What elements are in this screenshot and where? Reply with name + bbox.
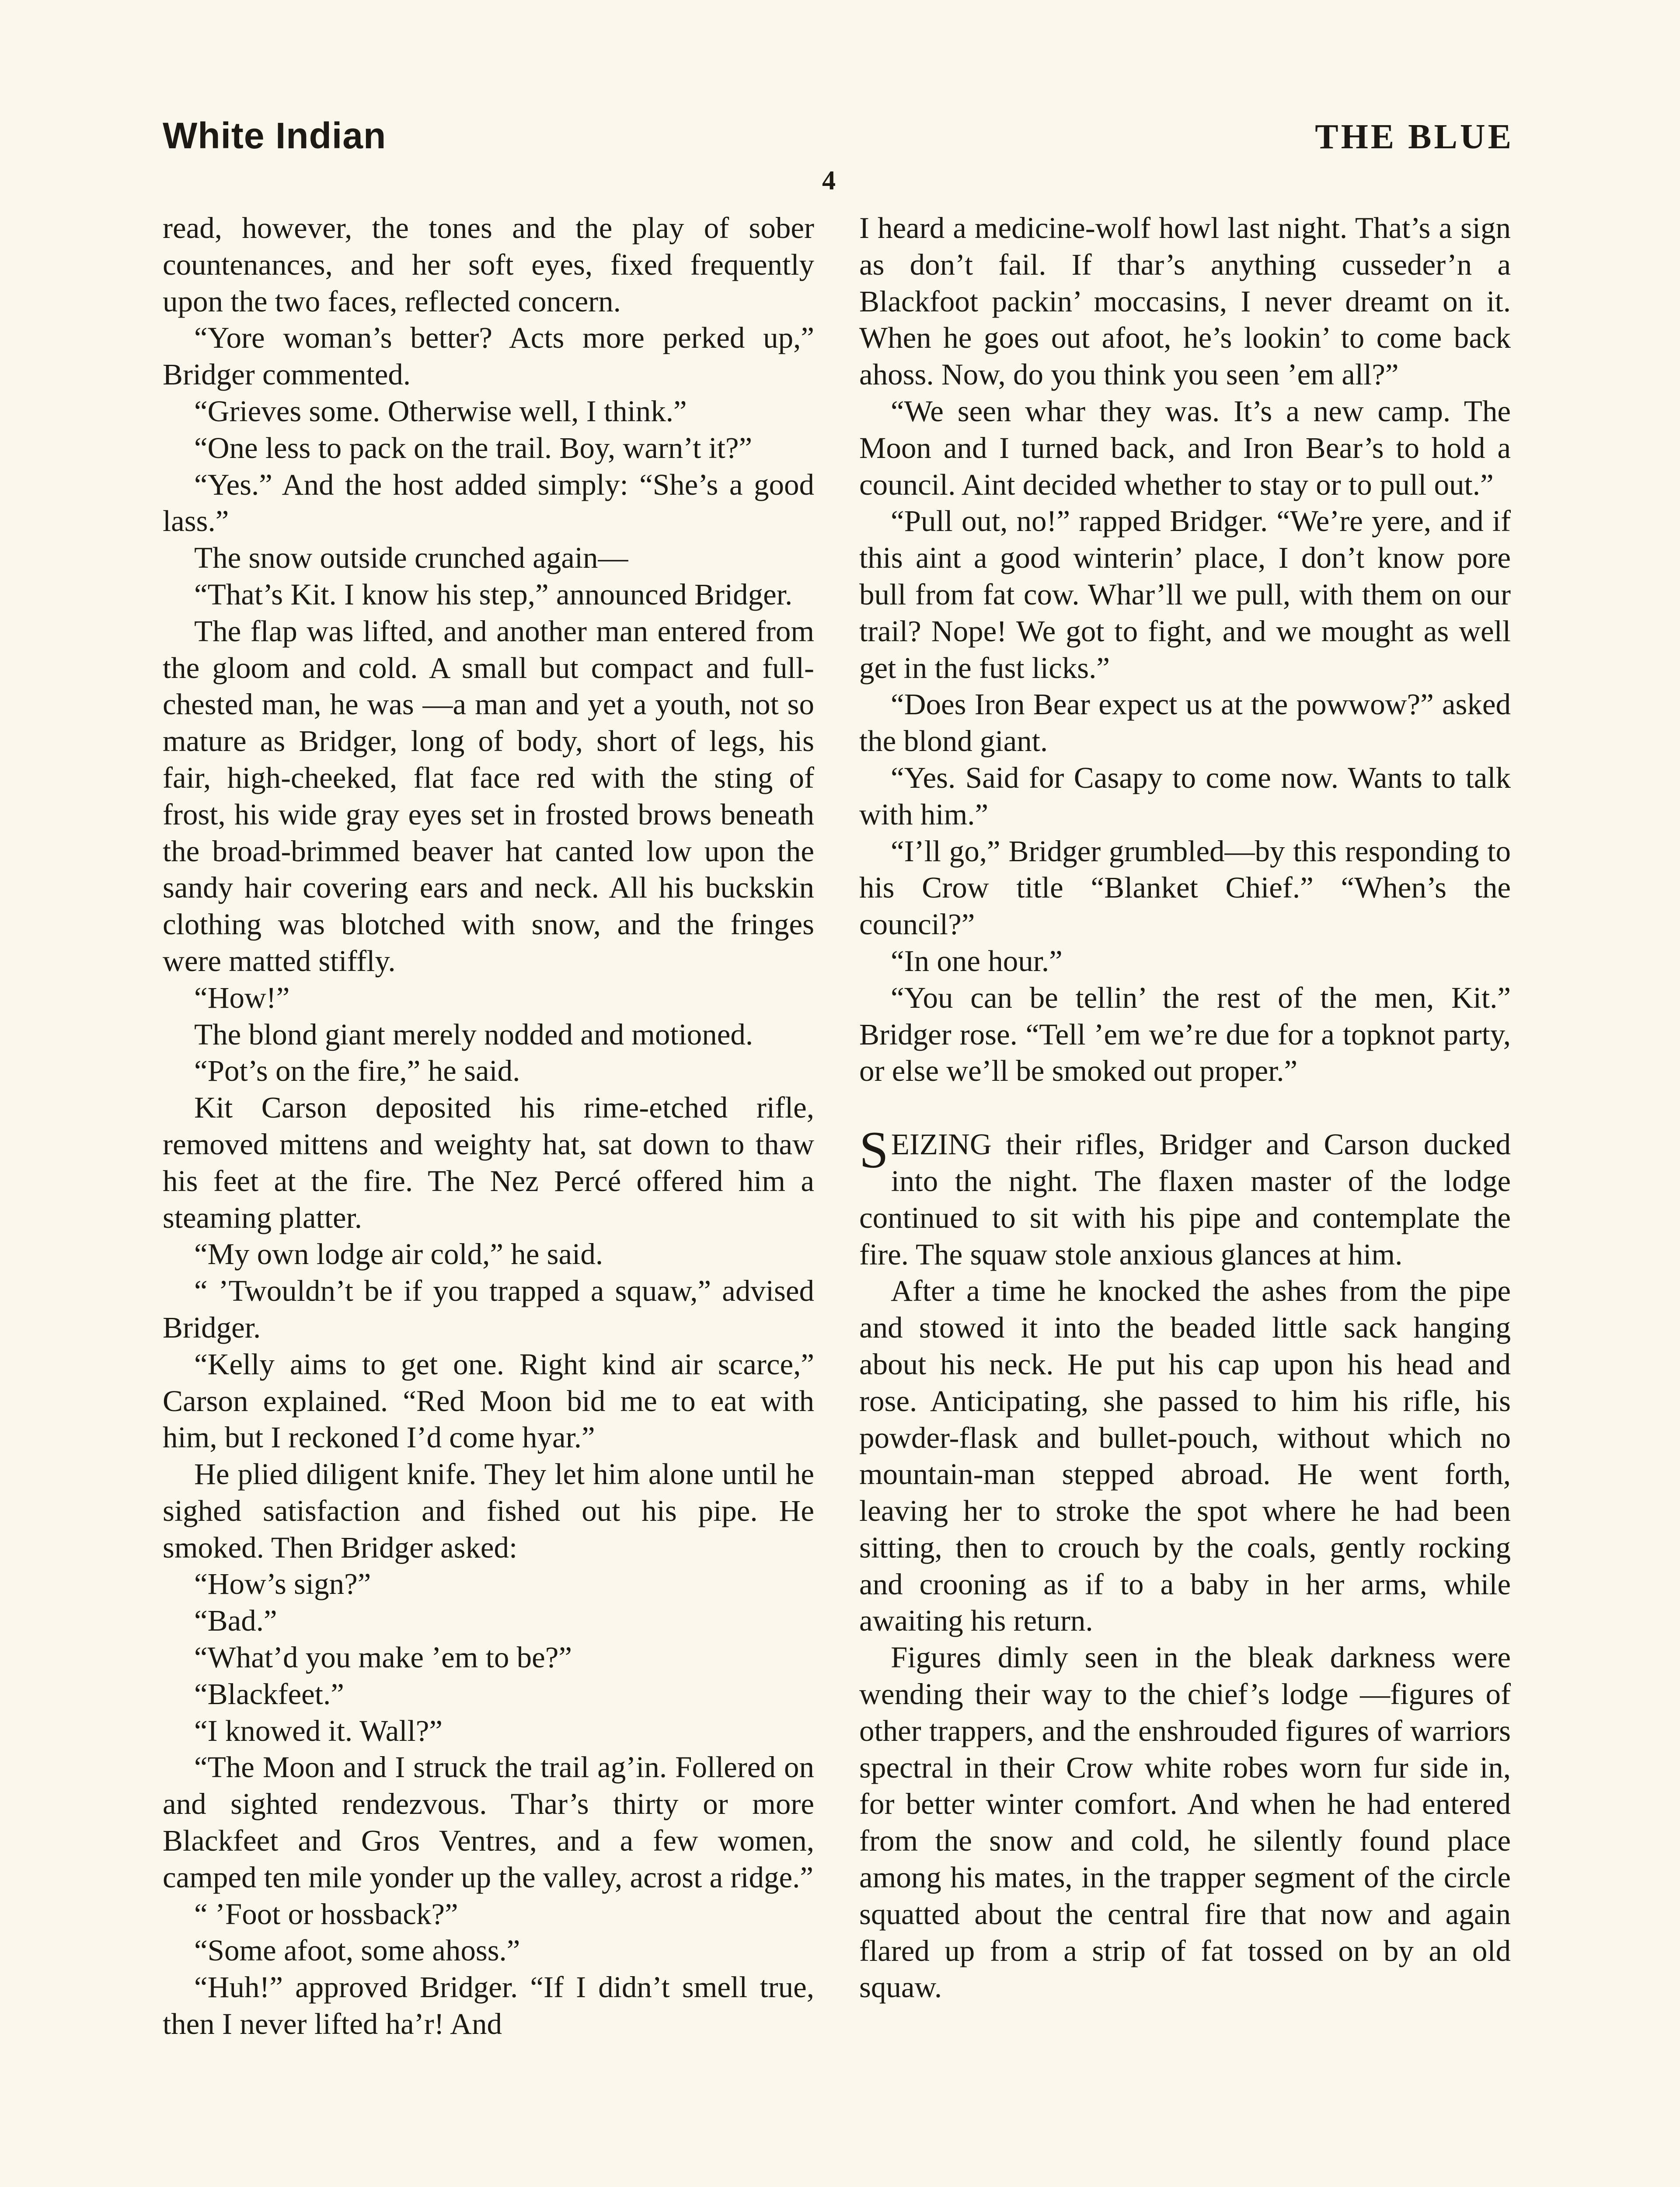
paragraph: “How!” [194,981,290,1014]
paragraph: “Yes.” And the host added simply: “She’s a good lass.” [163,468,814,538]
running-title-left: White Indian [163,115,387,156]
paragraph: “The Moon and I struck the trail ag’in. Follered on and sighted rendezvous. Thar’s thirty or more Blackfeet and Gros Ventres, and a few women, camped ten mile yonder up the valley, acrost a ridge.” [163,1750,814,1894]
paragraph: “I knowed it. Wall?” [194,1714,443,1747]
left-column [163,210,814,2043]
paragraph: “We seen whar they was. It’s a new camp. The Moon and I turned back, and Iron Bear’s to hold a council. Aint decided whether to stay or to pull out.” [859,394,1511,501]
paragraph: “How’s sign?” [194,1567,371,1601]
paragraph: “ ’Foot or hossback?” [194,1897,458,1931]
opening-text: EIZING their rifles, Bridger and Carson ducked into the night. The flaxen master of the lodge continued to sit with his pipe and contemplate the fire. The squaw stole anxious glances at him. [859,1128,1511,1271]
paragraph: “Yore woman’s better? Acts more perked up,” Bridger commented. [163,321,814,391]
paragraph: Kit Carson deposited his rime-etched rifle, removed mittens and weighty hat, sat down to thaw his feet at the fire. The Nez Percé offered him a steaming platter. [163,1091,814,1234]
paragraph: “Does Iron Bear expect us at the powwow?” asked the blond giant. [859,688,1511,758]
paragraph: He plied diligent knife. They let him alone until he sighed satisfaction and fished out his pipe. He smoked. Then Bridger asked: [163,1457,814,1564]
section-opening-paragraph [859,1121,1511,1273]
paragraph: “ ’Twouldn’t be if you trapped a squaw,” advised Bridger. [163,1274,814,1344]
paragraph: I heard a medicine-wolf howl last night. That’s a sign as don’t fail. If thar’s anything cusseder’n a Blackfoot packin’ moccasins, I never dreamt on it. When he goes out afoot, he’s lookin’ to come back ahoss. Now, do you think you seen ’em all?” [859,211,1511,391]
paragraph: Figures dimly seen in the bleak darkness were wending their way to the chief’s lodge —figures of other trappers, and the enshrouded figures of warriors spectral in their Crow white robes worn fur side in, for better winter comfort. And when he had entered from the snow and cold, he silently found place among his mates, in the trapper segment of the circle squatted about the central fire that now and again flared up from a strip of fat tossed on by an old squaw. [859,1641,1511,2004]
paragraph: “My own lodge air cold,” he said. [194,1237,603,1271]
paragraph: The flap was lifted, and another man entered from the gloom and cold. A small but compact and full-chested man, he was —a man and yet a youth, not so mature as Bridger, long of body, short of legs, his fair, high-cheeked, flat face red with the sting of frost, his wide gray eyes set in frosted brows beneath the broad-brimmed beaver hat canted low upon the sandy hair covering ears and neck. All his buckskin clothing was blotched with snow, and the fringes were matted stiffly. [163,614,814,978]
paragraph: “Huh!” approved Bridger. “If I didn’t smell true, then I never lifted ha’r! And [163,1970,814,2041]
paragraph: “Some afoot, some ahoss.” [194,1934,520,1967]
paragraph: “Yes. Said for Casapy to come now. Wants to talk with him.” [859,761,1511,831]
paragraph: “Grieves some. Otherwise well, I think.” [194,394,687,428]
running-title-right: THE BLUE [1315,118,1514,156]
paragraph: “In one hour.” [891,944,1063,978]
paragraph: read, however, the tones and the play of sober countenances, and her soft eyes, fixed frequently upon the two faces, reflected concern. [163,211,814,318]
paragraph: “Pot’s on the fire,” he said. [194,1054,520,1088]
paragraph: The blond giant merely nodded and motioned. [194,1017,753,1051]
paragraph: “What’d you make ’em to be?” [194,1641,572,1674]
paragraph: “Bad.” [194,1604,277,1638]
paragraph: “Pull out, no!” rapped Bridger. “We’re yere, and if this aint a good winterin’ place, I don’t know pore bull from fat cow. Whar’ll we pull, with them on our trail? Nope! We got to fight, and we mought as well get in the fust licks.” [859,504,1511,685]
drop-cap: S [859,1121,889,1179]
section-break [859,1090,1511,1126]
paragraph: The snow outside crunched again— [194,541,628,575]
paragraph: “You can be tellin’ the rest of the men, Kit.” Bridger rose. “Tell ’em we’re due for a topknot party, or else we’ll be smoked out proper.” [859,981,1511,1088]
paragraph: “Blackfeet.” [194,1677,344,1711]
paragraph: After a time he knocked the ashes from the pipe and stowed it into the beaded little sack hanging about his neck. He put his cap upon his head and rose. Anticipating, she passed to him his rifle, his powder-flask and bullet-pouch, without which no mountain-man stepped abroad. He went forth, leaving her to stroke the spot where he had been sitting, then to crouch by the coals, gently rocking and crooning as if to a baby in her arms, while awaiting his return. [859,1274,1511,1638]
right-column [859,210,1511,2006]
paragraph: “One less to pack on the trail. Boy, warn’t it?” [194,431,753,465]
paragraph: “Kelly aims to get one. Right kind air scarce,” Carson explained. “Red Moon bid me to eat with him, but I reckoned I’d come hyar.” [163,1347,814,1454]
paragraph: “That’s Kit. I know his step,” announced Bridger. [194,577,793,611]
page-number: 4 [822,166,836,196]
paragraph: “I’ll go,” Bridger grumbled—by this responding to his Crow title “Blanket Chief.” “When’s the council?” [859,834,1511,941]
